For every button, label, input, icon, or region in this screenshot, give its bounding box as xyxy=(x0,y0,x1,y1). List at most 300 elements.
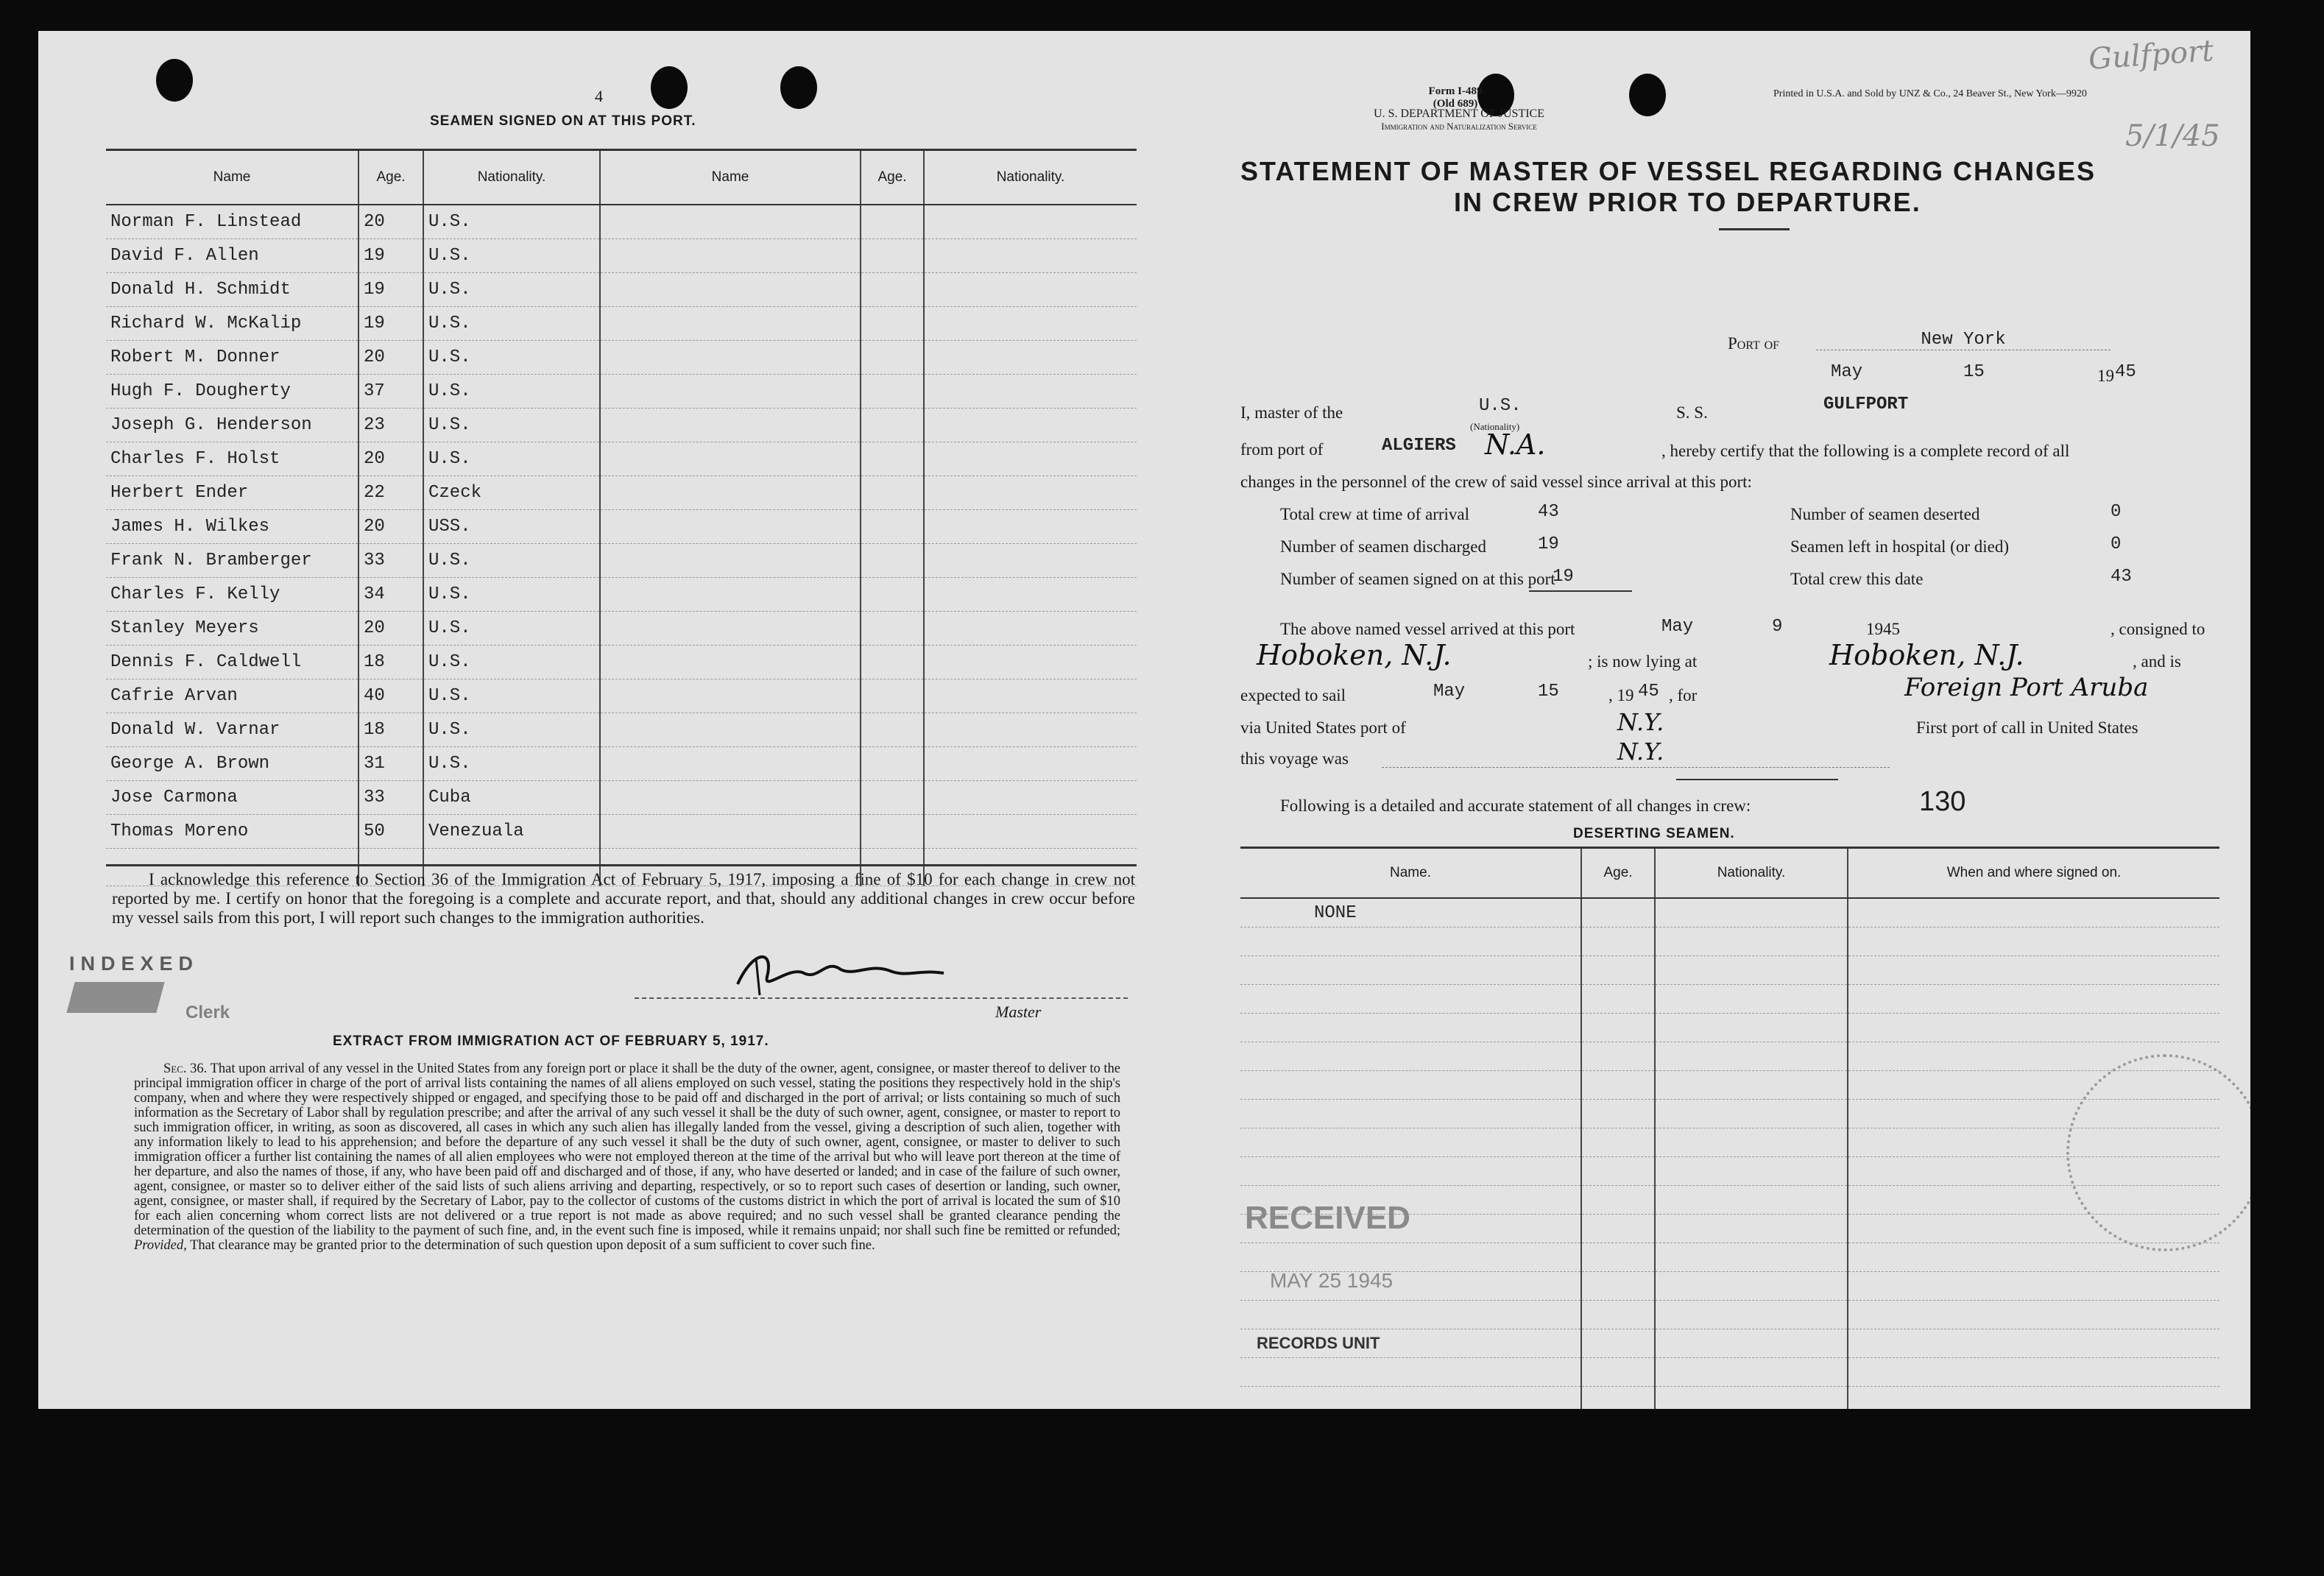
column-header: When and where signed on. xyxy=(1848,848,2219,899)
nationality-caption: (Nationality) xyxy=(1470,421,1520,432)
table-row xyxy=(1240,956,2219,985)
deserted-value: 0 xyxy=(2111,502,2122,522)
empty-cell xyxy=(1581,1186,1655,1215)
empty-cell xyxy=(1655,1071,1848,1100)
seaman-age: 23 xyxy=(359,409,423,442)
nationality-value: U.S. xyxy=(1479,396,1522,416)
empty-cell xyxy=(924,205,1137,239)
empty-cell xyxy=(1655,1100,1848,1128)
seaman-name: Charles F. Kelly xyxy=(106,578,359,612)
indexed-stamp: INDEXED xyxy=(69,953,199,975)
date-month: May xyxy=(1831,362,1863,382)
seaman-age: 34 xyxy=(359,578,423,612)
empty-cell xyxy=(924,273,1137,307)
table-row xyxy=(1240,1042,2219,1071)
empty-cell xyxy=(861,781,924,815)
empty-cell xyxy=(600,510,861,544)
seaman-name: Charles F. Holst xyxy=(106,442,359,476)
master-label: Master xyxy=(995,1003,1042,1021)
empty-cell xyxy=(861,375,924,409)
table-row xyxy=(106,612,1137,646)
seaman-age: 33 xyxy=(359,781,423,815)
seaman-name: Frank N. Bramberger xyxy=(106,544,359,578)
table-row xyxy=(1240,1329,2219,1358)
seaman-name: Donald W. Varnar xyxy=(106,713,359,747)
seaman-nationality: U.S. xyxy=(423,679,600,713)
date-year-prefix: 19 xyxy=(2097,367,2114,385)
clerk-stamp: Clerk xyxy=(186,1003,230,1022)
seaman-name: Norman F. Linstead xyxy=(106,205,359,239)
empty-cell xyxy=(1581,985,1655,1014)
empty-cell xyxy=(1581,1215,1655,1243)
empty-cell xyxy=(924,375,1137,409)
table-row xyxy=(106,205,1137,239)
seaman-nationality: U.S. xyxy=(423,442,600,476)
page-number: 4 xyxy=(595,87,603,105)
seaman-age: 37 xyxy=(359,375,423,409)
empty-cell xyxy=(1240,956,1581,985)
following-text: Following is a detailed and accurate statement of all changes in crew: xyxy=(1280,796,1751,815)
empty-cell xyxy=(1848,1272,2219,1301)
section-36-text xyxy=(134,1061,1120,1253)
via-value: N.Y. xyxy=(1617,708,1664,736)
seaman-age: 20 xyxy=(359,341,423,375)
empty-cell xyxy=(924,646,1137,679)
seaman-name: Hugh F. Dougherty xyxy=(106,375,359,409)
seaman-age: 19 xyxy=(359,239,423,273)
seaman-age: 22 xyxy=(359,476,423,510)
empty-cell xyxy=(861,815,924,849)
port-of-value: New York xyxy=(1921,330,2006,350)
table-row xyxy=(106,578,1137,612)
form-old-number: (Old 689) xyxy=(1433,98,1478,110)
seaman-nationality: Venezuala xyxy=(423,815,600,849)
seaman-age: 18 xyxy=(359,713,423,747)
empty-cell xyxy=(1655,1042,1848,1071)
printer-imprint: Printed in U.S.A. and Sold by UNZ & Co., 24 Beaver St., New York—9920 xyxy=(1773,88,2087,99)
via-label: via United States port of xyxy=(1240,718,1406,737)
first-call-label: First port of call in United States xyxy=(1916,718,2138,737)
seaman-age: 20 xyxy=(359,612,423,646)
empty-cell xyxy=(600,476,861,510)
table-row xyxy=(106,341,1137,375)
signed-on-heading: SEAMEN SIGNED ON AT THIS PORT. xyxy=(430,113,696,129)
column-header: Age. xyxy=(359,150,423,205)
empty-cell xyxy=(1848,1387,2219,1410)
seaman-age: 19 xyxy=(359,273,423,307)
empty-cell xyxy=(924,409,1137,442)
seaman-nationality: U.S. xyxy=(423,612,600,646)
table-row xyxy=(106,510,1137,544)
column-header: Name. xyxy=(1240,848,1581,899)
seaman-age: 18 xyxy=(359,646,423,679)
empty-cell xyxy=(1240,927,1581,956)
seaman-age: 31 xyxy=(359,747,423,781)
empty-cell xyxy=(1655,1301,1848,1329)
empty-cell xyxy=(1240,1387,1581,1410)
empty-cell xyxy=(600,273,861,307)
empty-cell xyxy=(600,713,861,747)
seaman-nationality: U.S. xyxy=(423,205,600,239)
hospital-value: 0 xyxy=(2111,534,2122,554)
empty-cell xyxy=(1240,1100,1581,1128)
empty-cell xyxy=(1240,985,1581,1014)
empty-cell xyxy=(1581,898,1655,927)
table-row xyxy=(1240,1358,2219,1387)
empty-cell xyxy=(1655,1387,1848,1410)
seaman-age: 19 xyxy=(359,307,423,341)
empty-cell xyxy=(861,273,924,307)
seaman-nationality: U.S. xyxy=(423,578,600,612)
discharged-label: Number of seamen discharged xyxy=(1280,537,1486,556)
empty-cell xyxy=(861,205,924,239)
empty-cell xyxy=(924,747,1137,781)
empty-cell xyxy=(861,578,924,612)
empty-cell xyxy=(1240,1128,1581,1157)
empty-cell xyxy=(600,544,861,578)
empty-cell xyxy=(1655,956,1848,985)
form-title-line2: IN CREW PRIOR TO DEPARTURE. xyxy=(1454,187,1921,217)
seaman-name: Robert M. Donner xyxy=(106,341,359,375)
master-of-the-label: I, master of the xyxy=(1240,403,1343,422)
empty-cell xyxy=(600,239,861,273)
table-row xyxy=(106,239,1137,273)
seaman-age: 33 xyxy=(359,544,423,578)
empty-cell xyxy=(1655,1243,1848,1272)
table-row xyxy=(106,409,1137,442)
seaman-name: Cafrie Arvan xyxy=(106,679,359,713)
empty-cell xyxy=(1848,1301,2219,1329)
total-arrival-value: 43 xyxy=(1538,502,1559,522)
column-header: Name xyxy=(106,150,359,205)
seaman-name: George A. Brown xyxy=(106,747,359,781)
deserted-label: Number of seamen deserted xyxy=(1790,505,1980,523)
handwritten-number: 130 xyxy=(1919,786,1966,817)
consignee-handwritten: Hoboken, N.J. xyxy=(1257,639,1452,671)
empty-cell xyxy=(600,375,861,409)
empty-cell xyxy=(1240,1301,1581,1329)
lying-at-handwritten: Hoboken, N.J. xyxy=(1829,639,2024,671)
arrived-month: May xyxy=(1661,617,1694,637)
column-header: Nationality. xyxy=(924,150,1137,205)
voyage-label: this voyage was xyxy=(1240,749,1349,768)
seaman-nationality: U.S. xyxy=(423,341,600,375)
sail-year: 45 xyxy=(1638,682,1659,702)
empty-cell xyxy=(924,510,1137,544)
empty-cell xyxy=(924,544,1137,578)
empty-cell xyxy=(1581,1243,1655,1272)
ss-label: S. S. xyxy=(1676,403,1708,422)
seaman-nationality: USS. xyxy=(423,510,600,544)
total-arrival-label: Total crew at time of arrival xyxy=(1280,505,1470,523)
column-header: Age. xyxy=(1581,848,1655,899)
section-label: Sec. 36. xyxy=(163,1061,208,1076)
table-row xyxy=(106,646,1137,679)
arrived-year: 1945 xyxy=(1866,620,1900,638)
vessel-name: GULFPORT xyxy=(1823,395,1909,414)
empty-cell xyxy=(861,409,924,442)
empty-cell xyxy=(1581,1301,1655,1329)
empty-cell xyxy=(600,679,861,713)
discharged-value: 19 xyxy=(1538,534,1559,554)
seaman-age: 20 xyxy=(359,510,423,544)
total-date-value: 43 xyxy=(2111,567,2132,587)
empty-cell xyxy=(861,713,924,747)
seaman-name: James H. Wilkes xyxy=(106,510,359,544)
corner-date: 5/1/45 xyxy=(2125,119,2220,153)
empty-cell xyxy=(1240,1042,1581,1071)
total-date-label: Total crew this date xyxy=(1790,570,1924,588)
table-row xyxy=(106,679,1137,713)
empty-cell xyxy=(1655,1358,1848,1387)
received-stamp: RECEIVED xyxy=(1245,1200,1410,1236)
seaman-name: Jose Carmona xyxy=(106,781,359,815)
empty-cell xyxy=(600,578,861,612)
empty-cell xyxy=(924,713,1137,747)
empty-cell xyxy=(1848,1014,2219,1042)
seaman-age: 20 xyxy=(359,442,423,476)
empty-cell xyxy=(1848,1358,2219,1387)
column-header: Name xyxy=(600,150,861,205)
empty-cell xyxy=(861,307,924,341)
empty-cell xyxy=(600,781,861,815)
empty-cell xyxy=(861,510,924,544)
seaman-name: Stanley Meyers xyxy=(106,612,359,646)
seaman-age: 50 xyxy=(359,815,423,849)
from-port-handwritten: N.A. xyxy=(1485,428,1546,461)
empty-cell xyxy=(1581,1071,1655,1100)
empty-cell xyxy=(861,544,924,578)
table-row xyxy=(106,375,1137,409)
section-provided: Provided, xyxy=(134,1238,187,1253)
seaman-age: 40 xyxy=(359,679,423,713)
empty-cell xyxy=(924,679,1137,713)
empty-cell xyxy=(861,442,924,476)
sail-year-prefix: , 19 xyxy=(1608,686,1634,704)
empty-cell xyxy=(1655,898,1848,927)
column-header: Age. xyxy=(861,150,924,205)
date-year: 45 xyxy=(2115,362,2136,382)
seaman-name: Herbert Ender xyxy=(106,476,359,510)
signed-on-table xyxy=(106,149,1137,886)
empty-cell xyxy=(924,341,1137,375)
table-row xyxy=(106,273,1137,307)
table-row xyxy=(106,815,1137,849)
empty-cell xyxy=(1848,1329,2219,1358)
seaman-nationality: U.S. xyxy=(423,307,600,341)
seaman-nationality: U.S. xyxy=(423,747,600,781)
empty-cell xyxy=(1240,1358,1581,1387)
empty-cell xyxy=(1581,956,1655,985)
corner-note: Gulfport xyxy=(2087,34,2215,77)
column-header: Nationality. xyxy=(423,150,600,205)
empty-cell xyxy=(924,442,1137,476)
empty-cell xyxy=(1581,1128,1655,1157)
empty-cell xyxy=(924,815,1137,849)
seaman-nationality: U.S. xyxy=(423,713,600,747)
table-row xyxy=(1240,898,2219,927)
empty-cell xyxy=(1848,927,2219,956)
table-header-row xyxy=(106,150,1137,205)
empty-cell xyxy=(1240,1157,1581,1186)
empty-cell xyxy=(1655,1186,1848,1215)
empty-cell xyxy=(1240,1014,1581,1042)
empty-cell xyxy=(1848,898,2219,927)
empty-cell xyxy=(861,747,924,781)
sail-month: May xyxy=(1433,682,1466,702)
lying-at-label: ; is now lying at xyxy=(1588,652,1698,671)
empty-cell xyxy=(861,646,924,679)
table-row xyxy=(106,781,1137,815)
table-row xyxy=(1240,1014,2219,1042)
from-port-value: ALGIERS xyxy=(1382,436,1456,456)
empty-cell xyxy=(1655,985,1848,1014)
empty-cell xyxy=(1581,927,1655,956)
empty-cell xyxy=(1240,1243,1581,1272)
arrived-day: 9 xyxy=(1772,617,1783,637)
indexed-initials-mark xyxy=(66,982,164,1013)
empty-cell xyxy=(861,612,924,646)
empty-cell xyxy=(600,612,861,646)
seaman-nationality: Cuba xyxy=(423,781,600,815)
empty-cell xyxy=(1581,1042,1655,1071)
empty-cell xyxy=(600,815,861,849)
table-header-row xyxy=(1240,848,2219,899)
form-number: Form I-489 xyxy=(1428,85,1483,97)
empty-cell xyxy=(600,341,861,375)
seaman-nationality: Czeck xyxy=(423,476,600,510)
service-name: Immigration and Naturalization Service xyxy=(1381,121,1537,132)
empty-cell xyxy=(1848,985,2219,1014)
seaman-nationality: U.S. xyxy=(423,646,600,679)
column-header: Nationality. xyxy=(1655,848,1848,899)
and-is-label: , and is xyxy=(2133,652,2181,671)
empty-cell xyxy=(924,578,1137,612)
master-signature xyxy=(723,944,958,1003)
changes-text: changes in the personnel of the crew of said vessel since arrival at this port: xyxy=(1240,473,1752,491)
seaman-name: David F. Allen xyxy=(106,239,359,273)
consigned-to-label: , consigned to xyxy=(2111,620,2205,638)
extract-heading: EXTRACT FROM IMMIGRATION ACT OF FEBRUARY 5, 1917. xyxy=(333,1033,769,1049)
form-title-line1: STATEMENT OF MASTER OF VESSEL REGARDING CHANGES xyxy=(1240,156,2097,186)
empty-cell xyxy=(1240,1071,1581,1100)
left-page xyxy=(38,31,1161,1409)
seaman-nationality: U.S. xyxy=(423,544,600,578)
empty-cell xyxy=(924,612,1137,646)
from-port-label: from port of xyxy=(1240,440,1324,459)
sail-day: 15 xyxy=(1538,682,1559,702)
table-row xyxy=(106,476,1137,510)
table-row xyxy=(106,544,1137,578)
empty-cell xyxy=(1655,1014,1848,1042)
empty-cell xyxy=(600,646,861,679)
signed-on-rows xyxy=(106,205,1137,886)
seaman-nationality: U.S. xyxy=(423,375,600,409)
empty-cell xyxy=(1581,1387,1655,1410)
empty-cell xyxy=(1848,956,2219,985)
table-row xyxy=(106,713,1137,747)
empty-cell xyxy=(600,747,861,781)
arrived-text: The above named vessel arrived at this port xyxy=(1280,620,1575,638)
seaman-nationality: U.S. xyxy=(423,239,600,273)
hospital-label: Seamen left in hospital (or died) xyxy=(1790,537,2010,556)
seaman-name: Donald H. Schmidt xyxy=(106,273,359,307)
right-page xyxy=(1161,31,2250,1409)
signed-on-value: 19 xyxy=(1553,567,1574,587)
table-row xyxy=(1240,1301,2219,1329)
table-row xyxy=(106,307,1137,341)
table-row xyxy=(1240,1243,2219,1272)
records-unit-stamp: RECORDS UNIT xyxy=(1257,1334,1380,1352)
seaman-name: Joseph G. Henderson xyxy=(106,409,359,442)
received-date-stamp: MAY 25 1945 xyxy=(1270,1269,1394,1292)
deserting-none-entry: NONE xyxy=(1240,898,1581,927)
seaman-name: Dennis F. Caldwell xyxy=(106,646,359,679)
section-body: That upon arrival of any vessel in the United States from any foreign port or place it shall be the duty of the owner, agent, consignee, or master thereof to deliver to the principal immigration officer in charge of the port of arrival lists containing the names of all aliens employed on such vessel, stating the positions they respectively hold in the ship's company, when and where they were respectively shipped or engaged, and specifying those to be paid off and discharged in the port of arrival; or lists containing so much of such information as the Secretary of Labor shall by regulation prescribe; and after the arrival of any such vessel it shall be the duty of such owner, agent, consignee, or master to report to such immigration officer, in writing, as soon as discovered, all cases in which any such alien has illegally landed from the vessel, giving a description of such alien, together with any information likely to lead to his apprehension; and before the departure of any such vessel it shall be the duty of such owner, agent, consignee, or master to deliver to such immigration officer a further list containing the names of all alien employees who were not employed thereon at the time of the arrival but who will leave port thereon at the time of her departure, and also the names of those, if any, who have been paid off and discharged and of those, if any, who have deserted or landed; and in case of the failure of such owner, agent, consignee, or master so to deliver either of the said lists of such aliens arriving and departing, respectively, or so to report such cases of desertion or landing, such owner, agent, consignee, or master shall, if required by the Secretary of Labor, pay to the collector of customs of the customs district in which the port of arrival is located the sum of $10 for each alien concerning whom correct lists are not delivered or a true report is not made as above required; and no such vessel shall be granted clearance pending the determination of the question of the liability to the payment of such fine, and, in the event such fine is imposed, while it remains unpaid; nor shall such fine be remitted or refunded; xyxy=(134,1061,1120,1238)
department-name: U. S. DEPARTMENT OF JUSTICE xyxy=(1374,107,1544,120)
empty-cell xyxy=(1655,1329,1848,1358)
table-row xyxy=(106,442,1137,476)
empty-cell xyxy=(1655,927,1848,956)
table-row xyxy=(1240,1387,2219,1410)
empty-cell xyxy=(924,781,1137,815)
empty-cell xyxy=(1581,1358,1655,1387)
for-label: , for xyxy=(1669,686,1698,704)
empty-cell xyxy=(924,239,1137,273)
empty-cell xyxy=(1581,1157,1655,1186)
punch-hole xyxy=(651,66,688,109)
seaman-age: 20 xyxy=(359,205,423,239)
empty-cell xyxy=(1581,1100,1655,1128)
seaman-name: Thomas Moreno xyxy=(106,815,359,849)
empty-cell xyxy=(1581,1329,1655,1358)
empty-cell xyxy=(861,239,924,273)
table-row xyxy=(1240,1071,2219,1100)
empty-cell xyxy=(1581,1014,1655,1042)
expected-sail-label: expected to sail xyxy=(1240,686,1346,704)
port-of-label: Port of xyxy=(1728,334,1780,353)
deserting-heading: DESERTING SEAMEN. xyxy=(1573,826,1735,841)
certify-text: , hereby certify that the following is a complete record of all xyxy=(1661,442,2070,460)
signed-on-label: Number of seamen signed on at this port xyxy=(1280,570,1555,588)
punch-hole xyxy=(780,66,817,109)
section-tail: That clearance may be granted prior to the determination of such question upon deposit of a sum sufficient to cover such fine. xyxy=(190,1238,875,1253)
empty-cell xyxy=(600,442,861,476)
empty-cell xyxy=(600,205,861,239)
empty-cell xyxy=(861,341,924,375)
seaman-nationality: U.S. xyxy=(423,409,600,442)
empty-cell xyxy=(861,679,924,713)
empty-cell xyxy=(1655,1157,1848,1186)
date-day: 15 xyxy=(1963,362,1985,382)
circular-seal-stamp xyxy=(2066,1054,2250,1251)
destination-handwritten: Foreign Port Aruba xyxy=(1904,673,2149,702)
punch-hole xyxy=(156,59,193,102)
empty-cell xyxy=(600,307,861,341)
empty-cell xyxy=(600,409,861,442)
empty-cell xyxy=(1655,1272,1848,1301)
table-row xyxy=(1240,985,2219,1014)
acknowledgement-text: I acknowledge this reference to Section 36 of the Immigration Act of February 5, 1917, imposing a fine of $10 for each change in crew not reported by me. I certify on honor that the foregoing is a complete and accurate report, and that, should any additional changes in crew occur before my vessel sails from this port, I will report such changes to the immigration authorities. xyxy=(112,870,1135,927)
empty-cell xyxy=(1655,1128,1848,1157)
empty-cell xyxy=(861,476,924,510)
empty-cell xyxy=(924,476,1137,510)
table-row xyxy=(1240,927,2219,956)
table-row xyxy=(106,747,1137,781)
empty-cell xyxy=(1655,1215,1848,1243)
empty-cell xyxy=(1581,1272,1655,1301)
empty-cell xyxy=(924,307,1137,341)
